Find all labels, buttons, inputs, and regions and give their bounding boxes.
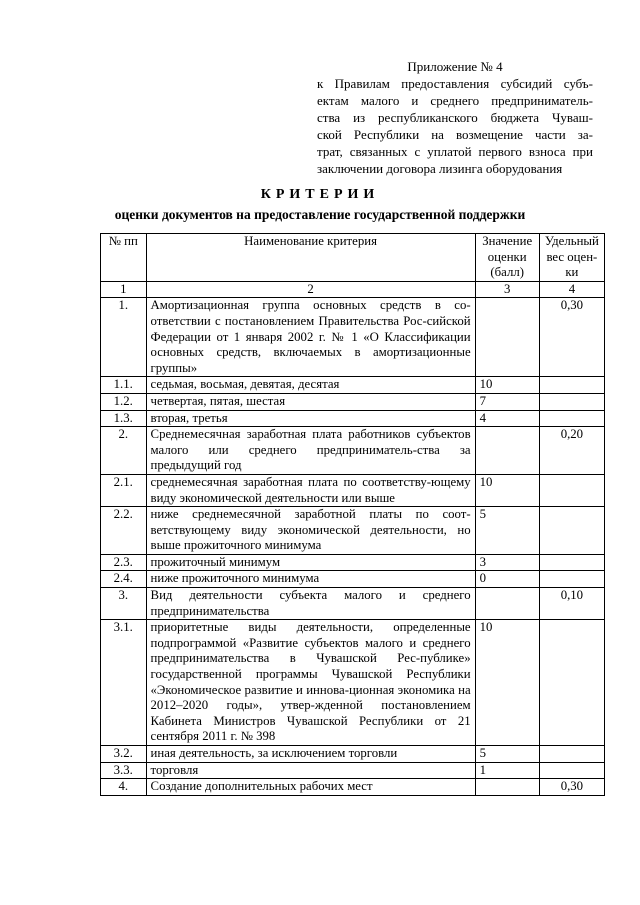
score-value: 1 [475,762,539,779]
weight-value: 0,20 [539,427,604,475]
appendix-line: ства из республиканского бюджета Чуваш- [317,110,593,125]
score-value: 10 [475,474,539,506]
score-value [475,779,539,796]
table-row [101,377,605,394]
row-number: 2.3. [101,554,147,571]
weight-value [539,762,604,779]
criterion-name: прожиточный минимум [146,554,475,571]
weight-value: 0,30 [539,298,604,377]
row-number: 1.1. [101,377,147,394]
appendix-title: Приложение № 4 [407,59,503,74]
table-row [101,554,605,571]
document-subtitle: оценки документов на предоставление государственной поддержки [114,207,526,222]
row-number: 2.1. [101,474,147,506]
criterion-name: четвертая, пятая, шестая [146,393,475,410]
row-number: 3.1. [101,620,147,746]
table-row [101,779,605,796]
table-row [101,393,605,410]
header-num: № пп [101,234,147,282]
criteria-table [100,233,605,796]
criterion-name: Амортизационная группа основных средств в со-ответствии с постановлением Правительства Рос-сийской Федерации от 1 января 2002 г. № 1 «О Классификации основных средств, включаемых в амортизационные группы» [146,298,475,377]
table-row [101,507,605,555]
criterion-name: среднемесячная заработная плата по соответству-ющему виду экономической деятельности или выше [146,474,475,506]
weight-value [539,571,604,588]
column-number: 4 [539,281,604,298]
criterion-name: Вид деятельности субъекта малого и среднего предпринимательства [146,588,475,620]
row-number: 4. [101,779,147,796]
weight-value [539,554,604,571]
weight-value: 0,30 [539,779,604,796]
appendix-line: ектам малого и среднего предприниматель- [317,93,593,108]
weight-value [539,377,604,394]
score-value: 10 [475,377,539,394]
criterion-name: торговля [146,762,475,779]
weight-value [539,393,604,410]
criterion-name: вторая, третья [146,410,475,427]
weight-value: 0,10 [539,588,604,620]
score-value: 3 [475,554,539,571]
appendix-line: заключении договора лизинга оборудования [317,161,563,176]
row-number: 2. [101,427,147,475]
row-number: 2.2. [101,507,147,555]
criterion-name: ниже прожиточного минимума [146,571,475,588]
row-number: 1. [101,298,147,377]
score-value [475,427,539,475]
score-value: 0 [475,571,539,588]
row-number: 1.3. [101,410,147,427]
table-row [101,410,605,427]
table-row [101,588,605,620]
column-number: 3 [475,281,539,298]
table-header-row [101,234,605,282]
weight-value [539,474,604,506]
score-value: 4 [475,410,539,427]
row-number: 3.2. [101,746,147,763]
score-value [475,298,539,377]
table-row [101,746,605,763]
score-value [475,588,539,620]
weight-value [539,620,604,746]
header-weight: Удельный вес оцен-ки [539,234,604,282]
score-value: 5 [475,507,539,555]
criterion-name: Среднемесячная заработная плата работников субъектов малого или среднего предприниматель-ства за предыдущий год [146,427,475,475]
row-number: 3. [101,588,147,620]
appendix-block [317,58,593,177]
score-value: 10 [475,620,539,746]
weight-value [539,410,604,427]
weight-value [539,507,604,555]
appendix-line: ской Республики на возмещение части за- [317,127,593,142]
row-number: 1.2. [101,393,147,410]
row-number: 3.3. [101,762,147,779]
criterion-name: Создание дополнительных рабочих мест [146,779,475,796]
table-row [101,427,605,475]
table-row [101,571,605,588]
table-row [101,762,605,779]
column-number: 1 [101,281,147,298]
row-number: 2.4. [101,571,147,588]
column-number: 2 [146,281,475,298]
appendix-line: к Правилам предоставления субсидий субъ- [317,76,593,91]
header-score: Значение оценки (балл) [475,234,539,282]
table-row [101,474,605,506]
table-row [101,620,605,746]
document-title: КРИТЕРИИ [260,187,380,202]
score-value: 5 [475,746,539,763]
criterion-name: иная деятельность, за исключением торговли [146,746,475,763]
criterion-name: ниже среднемесячной заработной платы по соот-ветствующему виду экономической деятельности, но выше прожиточного минимума [146,507,475,555]
criterion-name: седьмая, восьмая, девятая, десятая [146,377,475,394]
table-row [101,298,605,377]
weight-value [539,746,604,763]
appendix-line: трат, связанных с уплатой первого взноса при [317,144,593,159]
score-value: 7 [475,393,539,410]
header-name: Наименование критерия [146,234,475,282]
criterion-name: приоритетные виды деятельности, определенные подпрограммой «Развитие субъектов малого и среднего предпринимательства в Чувашской Рес-публике» государственной программы Чувашской Республики «Экономическое развитие и иннова-ционная экономика на 2012–2020 годы», утвер-жденной постановлением Кабинета Министров Чувашской Республики от 21 сентября 2011 г. № 398 [146,620,475,746]
column-numbers-row [101,281,605,298]
